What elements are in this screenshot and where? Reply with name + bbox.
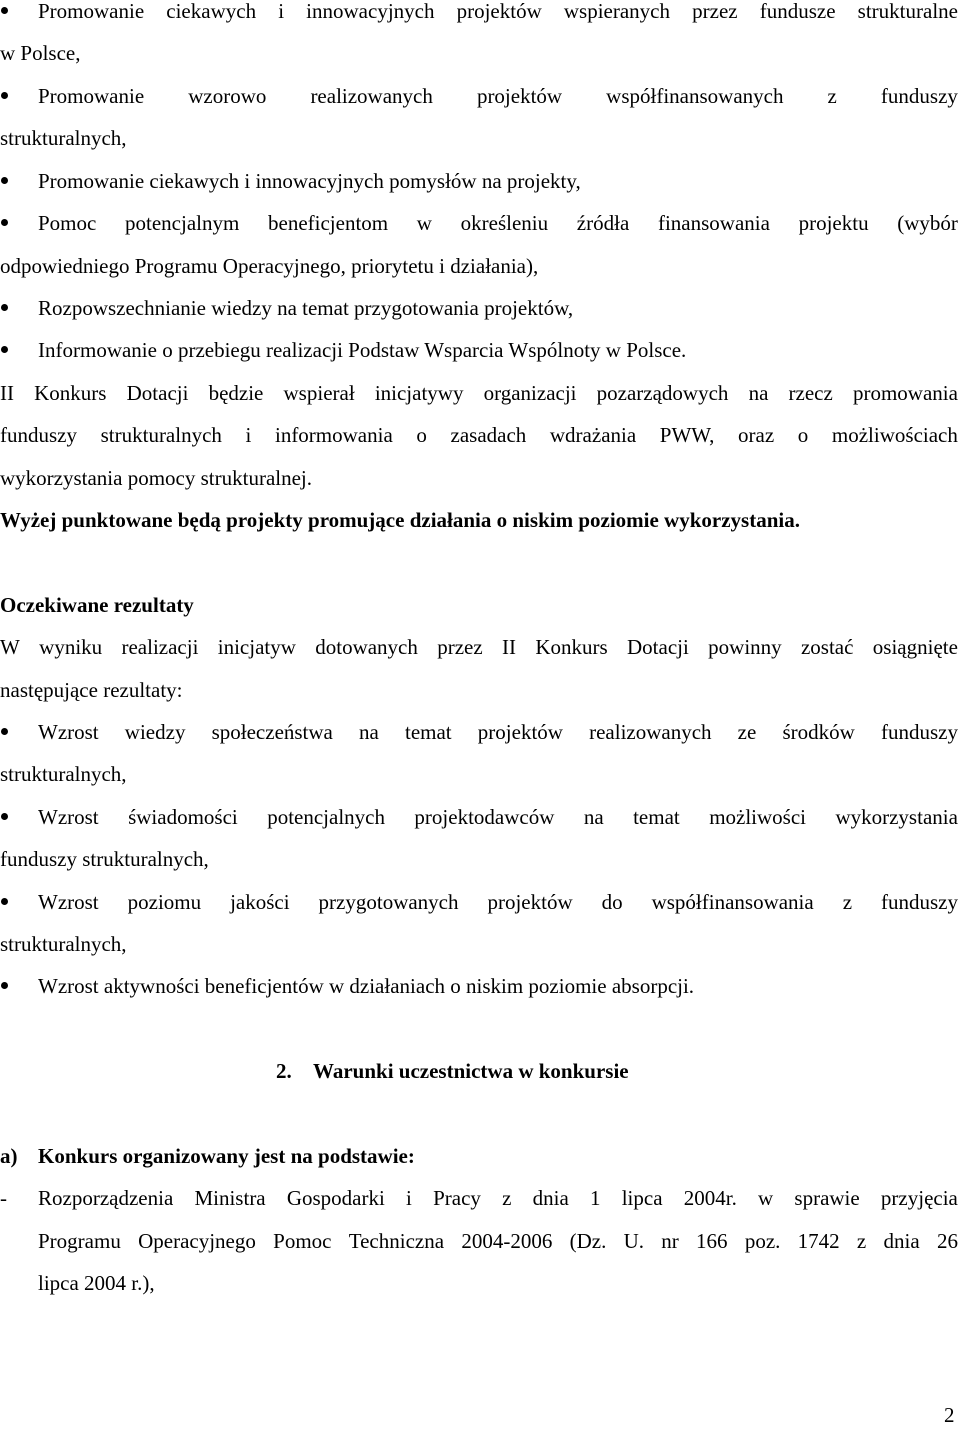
heading2-number: 2.: [276, 1059, 292, 1083]
word: z: [842, 890, 853, 914]
word: będzie: [208, 381, 264, 405]
word: lipca: [621, 1186, 663, 1210]
word: ze: [737, 720, 757, 744]
word: innowacyjnych: [306, 0, 435, 23]
word: temat: [405, 720, 452, 744]
word: dnia: [532, 1186, 569, 1210]
word: projektów: [456, 0, 542, 23]
subsection-a-marker: a): [0, 1144, 18, 1168]
word: na: [748, 381, 769, 405]
word: 2004-2006: [461, 1229, 553, 1253]
subsection-a-title: Konkurs organizowany jest na podstawie:: [38, 1144, 415, 1168]
word: beneficjentom: [268, 211, 389, 235]
word: Dotacji: [126, 381, 189, 405]
word: fundusze: [759, 0, 836, 23]
word: Promowanie: [38, 84, 145, 108]
section-intro-line1: [0, 630, 958, 664]
word: Operacyjnego: [138, 1229, 256, 1253]
word: o: [416, 423, 427, 447]
page-number: 2: [944, 1403, 955, 1427]
word: funduszy: [880, 84, 958, 108]
word: wspieranych: [563, 0, 671, 23]
word: potencjalnych: [267, 805, 385, 829]
word: PWW,: [659, 423, 715, 447]
list2-item1-line2: strukturalnych,: [0, 762, 127, 786]
list1-item1-line1: [38, 0, 958, 28]
word: funduszy: [880, 890, 958, 914]
list2-item2-line1: [38, 800, 958, 834]
word: 2004r.: [683, 1186, 737, 1210]
word: Pomoc: [38, 211, 97, 235]
list2-item1-line1: [38, 715, 958, 749]
word: zasadach: [450, 423, 527, 447]
section-heading: Oczekiwane rezultaty: [0, 593, 194, 617]
word: świadomości: [128, 805, 238, 829]
word: potencjalnym: [125, 211, 240, 235]
list1-item3: Promowanie ciekawych i innowacyjnych pomysłów na projekty,: [38, 169, 581, 193]
dash-item-line2: [38, 1224, 958, 1258]
word: środków: [782, 720, 855, 744]
word: (Dz.: [569, 1229, 607, 1253]
word: i: [245, 423, 252, 447]
list1-item4-line2: odpowiedniego Programu Operacyjnego, priorytetu i działania),: [0, 254, 539, 278]
word: współfinansowania: [651, 890, 814, 914]
word: temat: [633, 805, 680, 829]
word: inicjatywy: [374, 381, 464, 405]
word: Ministra: [194, 1186, 266, 1210]
word: jakości: [230, 890, 290, 914]
word: osiągnięte: [872, 635, 958, 659]
para1-line2: [0, 418, 958, 452]
word: Wzrost: [38, 720, 99, 744]
word: z: [827, 84, 837, 108]
word: 1: [590, 1186, 601, 1210]
bullet-icon: [0, 333, 10, 367]
section-intro-line2: następujące rezultaty:: [0, 678, 183, 702]
word: i: [406, 1186, 412, 1210]
bold-note: Wyżej punktowane będą projekty promujące działania o niskim poziomie wykorzystania.: [0, 508, 800, 532]
word: wzorowo: [188, 84, 267, 108]
word: Programu: [38, 1229, 121, 1253]
word: strukturalne: [857, 0, 958, 23]
word: Pomoc: [273, 1229, 332, 1253]
list1-item2-line2: strukturalnych,: [0, 126, 127, 150]
word: w: [416, 211, 432, 235]
word: źródła: [576, 211, 630, 235]
bullet-icon: [0, 206, 10, 240]
word: współfinansowanych: [606, 84, 784, 108]
word: pozarządowych: [596, 381, 729, 405]
word: Wzrost: [38, 805, 99, 829]
word: Wzrost: [38, 890, 99, 914]
word: Promowanie: [38, 0, 145, 23]
word: W: [0, 635, 20, 659]
word: nr: [661, 1229, 679, 1253]
word: w: [758, 1186, 774, 1210]
word: na: [583, 805, 604, 829]
word: Techniczna: [348, 1229, 445, 1253]
word: wspierał: [283, 381, 355, 405]
word: Konkurs: [34, 381, 107, 405]
bullet-icon: [0, 969, 10, 1003]
word: przez: [692, 0, 738, 23]
word: funduszy: [0, 423, 77, 447]
word: strukturalnych: [100, 423, 222, 447]
bullet-icon: [0, 0, 10, 28]
dash-marker: -: [0, 1186, 7, 1210]
word: organizacji: [483, 381, 577, 405]
bullet-icon: [0, 800, 10, 834]
word: dnia: [883, 1229, 920, 1253]
word: możliwości: [709, 805, 807, 829]
list1-item1-line2: w Polsce,: [0, 41, 81, 65]
word: realizowanych: [310, 84, 433, 108]
word: promowania: [852, 381, 958, 405]
word: powinny: [708, 635, 782, 659]
word: zostać: [800, 635, 854, 659]
list2-item3-line1: [38, 885, 958, 919]
word: projektodawców: [414, 805, 555, 829]
list1-item2-line1: [38, 79, 958, 113]
word: wyniku: [39, 635, 103, 659]
bullet-icon: [0, 291, 10, 325]
bullet-icon: [0, 715, 10, 749]
word: przez: [437, 635, 483, 659]
word: realizowanych: [589, 720, 712, 744]
word: projektów: [487, 890, 573, 914]
list2-item3-line2: strukturalnych,: [0, 932, 127, 956]
dash-item-line1: [38, 1181, 958, 1215]
word: oraz: [738, 423, 775, 447]
list2-item4: Wzrost aktywności beneficjentów w działaniach o niskim poziomie absorpcji.: [38, 974, 695, 998]
word: poz.: [744, 1229, 781, 1253]
word: (wybór: [897, 211, 958, 235]
word: na: [359, 720, 379, 744]
word: wykorzystania: [835, 805, 958, 829]
word: projektu: [798, 211, 869, 235]
word: możliwościach: [831, 423, 958, 447]
word: przygotowanych: [318, 890, 459, 914]
word: społeczeństwa: [211, 720, 333, 744]
para1-line3: wykorzystania pomocy strukturalnej.: [0, 466, 313, 490]
word: inicjatyw: [217, 635, 296, 659]
word: poziomu: [127, 890, 202, 914]
list2-item2-line2: funduszy strukturalnych,: [0, 847, 209, 871]
word: finansowania: [657, 211, 770, 235]
word: Gospodarki: [286, 1186, 385, 1210]
word: sprawie: [794, 1186, 860, 1210]
list1-item4-line1: [38, 206, 958, 240]
bullet-icon: [0, 885, 10, 919]
word: dotowanych: [315, 635, 418, 659]
bullet-icon: [0, 79, 10, 113]
dash-item-line3: lipca 2004 r.),: [38, 1271, 155, 1295]
word: ciekawych: [166, 0, 257, 23]
word: z: [502, 1186, 512, 1210]
word: Konkurs: [535, 635, 608, 659]
list1-item5: Rozpowszechnianie wiedzy na temat przygotowania projektów,: [38, 296, 574, 320]
word: do: [601, 890, 623, 914]
list1-item6: Informowanie o przebiegu realizacji Podstaw Wsparcia Wspólnoty w Polsce.: [38, 338, 687, 362]
word: wiedzy: [124, 720, 186, 744]
word: 1742: [797, 1229, 840, 1253]
word: funduszy: [880, 720, 958, 744]
word: II: [0, 381, 14, 405]
word: przyjęcia: [880, 1186, 958, 1210]
word: 166: [696, 1229, 728, 1253]
word: II: [502, 635, 517, 659]
word: wdrażania: [549, 423, 637, 447]
word: z: [856, 1229, 867, 1253]
word: realizacji: [121, 635, 199, 659]
word: projektów: [477, 720, 563, 744]
word: informowania: [274, 423, 393, 447]
word: U.: [623, 1229, 645, 1253]
word: określeniu: [460, 211, 549, 235]
word: 26: [936, 1229, 958, 1253]
heading2-title: Warunki uczestnictwa w konkursie: [313, 1059, 629, 1083]
word: Dotacji: [627, 635, 689, 659]
word: Rozporządzenia: [38, 1186, 174, 1210]
bullet-icon: [0, 164, 10, 198]
word: i: [278, 0, 285, 23]
word: projektów: [476, 84, 563, 108]
word: Pracy: [433, 1186, 481, 1210]
word: o: [797, 423, 809, 447]
para1-line1: [0, 376, 958, 410]
word: rzecz: [788, 381, 833, 405]
